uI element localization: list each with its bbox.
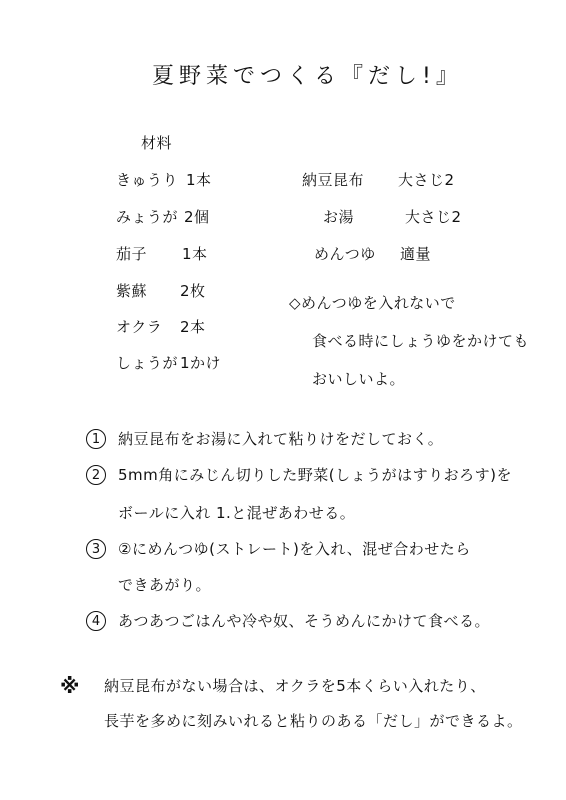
note-line: おいしいよ。 xyxy=(312,370,406,388)
step-text: 5mm角にみじん切りした野菜(しょうがはすりおろす)を xyxy=(118,466,512,484)
ingredient-name: みょうが xyxy=(116,208,179,226)
ingredient-qty: 2個 xyxy=(184,208,210,226)
page-title: 夏野菜でつくる『だし!』 xyxy=(152,64,463,89)
ingredient-name: きゅうり xyxy=(116,171,179,189)
ingredient-qty: 2枚 xyxy=(180,282,206,300)
ingredient-qty: 2本 xyxy=(180,318,206,336)
materials-heading: 材料 xyxy=(141,134,173,152)
ingredient-qty: 大さじ2 xyxy=(405,208,462,226)
ingredient-name: オクラ xyxy=(116,318,163,336)
footnote-line: 納豆昆布がない場合は、オクラを5本くらい入れたり、 xyxy=(104,677,486,695)
step-text: ②にめんつゆ(ストレート)を入れ、混ぜ合わせたら xyxy=(118,540,471,558)
ingredient-name: 茄子 xyxy=(116,245,148,263)
footnote-line: 長芋を多めに刻みいれると粘りのある「だし」ができるよ。 xyxy=(104,712,523,730)
ingredient-name: めんつゆ xyxy=(314,245,376,263)
ingredient-name: 紫蘇 xyxy=(116,282,148,300)
ingredient-qty: 1本 xyxy=(186,171,212,189)
reference-mark-icon: ※ xyxy=(60,674,80,698)
note-line: 食べる時にしょうゆをかけても xyxy=(312,332,530,350)
ingredient-name: お湯 xyxy=(323,208,355,226)
step-number: 3 xyxy=(86,539,106,559)
ingredient-qty: 1かけ xyxy=(180,354,222,372)
ingredient-qty: 大さじ2 xyxy=(398,171,455,189)
ingredient-name: 納豆昆布 xyxy=(302,171,365,189)
step-text: できあがり。 xyxy=(118,576,212,594)
ingredient-qty: 適量 xyxy=(400,245,432,263)
step-text: あつあつごはんや冷や奴、そうめんにかけて食べる。 xyxy=(118,612,491,630)
step-number: 1 xyxy=(86,429,106,449)
step-number: 2 xyxy=(86,465,106,485)
ingredient-name: しょうが xyxy=(116,354,179,372)
note-line: ◇めんつゆを入れないで xyxy=(289,294,456,312)
step-text: ボールに入れ 1.と混ぜあわせる。 xyxy=(118,504,356,522)
step-text: 納豆昆布をお湯に入れて粘りけをだしておく。 xyxy=(118,430,444,448)
step-number: 4 xyxy=(86,611,106,631)
ingredient-qty: 1本 xyxy=(182,245,208,263)
